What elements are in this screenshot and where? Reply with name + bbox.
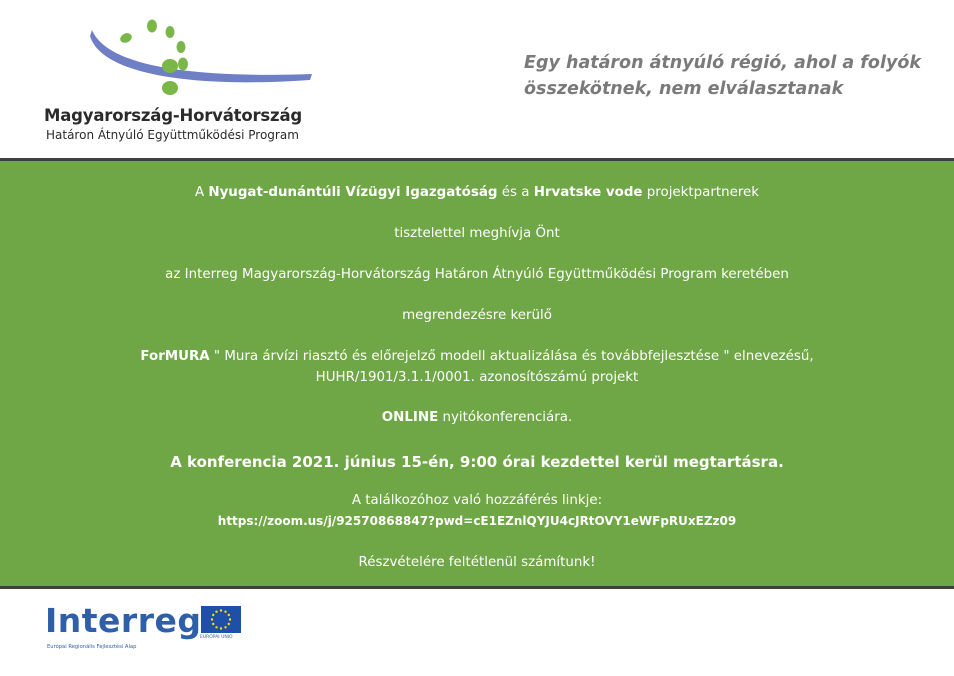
closing-line: Részvételére feltétlenül számítunk! <box>358 555 596 570</box>
logo-dot <box>166 26 175 38</box>
text-fragment: és a <box>497 185 534 200</box>
invitation-line-3: az Interreg Magyarország-Horvátország Határon Átnyúló Együttműködési Program keretében <box>165 267 789 282</box>
logo-dot <box>162 81 178 95</box>
interreg-logo: Interreg <box>45 601 202 640</box>
partner-2: Hrvatske vode <box>533 185 643 200</box>
motto-line-2: összekötnek, nem elválasztanak <box>524 79 844 99</box>
partner-1: Nyugat-dunántúli Vízügyi Igazgatóság <box>208 185 498 200</box>
footer <box>0 589 954 676</box>
logo-dot <box>162 59 178 73</box>
motto <box>524 50 944 102</box>
logo-dot <box>177 41 186 53</box>
logo-title: Magyarország-Horvátország <box>44 106 302 125</box>
eu-stars-icon <box>201 606 241 633</box>
logo-dot <box>178 58 188 71</box>
invitation-line-4: megrendezésre kerülő <box>402 308 552 323</box>
project-id-line: HUHR/1901/3.1.1/0001. azonosítószámú projekt <box>315 370 639 385</box>
project-title-line <box>0 349 954 364</box>
program-logo <box>40 12 310 152</box>
header <box>0 0 954 158</box>
text-fragment: projektpartnerek <box>642 185 760 200</box>
online-label: ONLINE <box>381 410 439 425</box>
text-fragment: " Mura árvízi riasztó és előrejelző modell aktualizálása és továbbfejlesztése " elnevezésű, <box>209 349 814 364</box>
logo-subtitle: Határon Átnyúló Együttműködési Program <box>46 128 299 142</box>
text-fragment: A <box>194 185 209 200</box>
invitation-panel <box>0 158 954 589</box>
zoom-link[interactable]: https://zoom.us/j/92570868847?pwd=cE1EZnlQYJU4cJRtOVY1eWFpRUxEZz09 <box>217 514 737 528</box>
project-name: ForMURA <box>140 349 210 364</box>
eu-label: EURÓPAI UNIÓ <box>200 635 233 640</box>
fund-label: Európai Regionális Fejlesztési Alap <box>47 644 137 650</box>
online-line <box>0 410 954 425</box>
invitation-partners-line <box>0 185 954 200</box>
eu-flag-icon <box>201 606 241 633</box>
invitation-line-2: tisztelettel meghívja Önt <box>394 226 560 241</box>
logo-dot <box>147 20 157 33</box>
logo-dot <box>119 31 134 44</box>
conference-date-line: A konferencia 2021. június 15-én, 9:00 órai kezdettel kerül megtartásra. <box>170 453 784 471</box>
program-logo-graphic <box>88 16 318 106</box>
access-link-label: A találkozóhoz való hozzáférés linkje: <box>351 493 603 508</box>
text-fragment: nyitókonferenciára. <box>438 410 573 425</box>
motto-line-1: Egy határon átnyúló régió, ahol a folyók <box>524 53 922 73</box>
